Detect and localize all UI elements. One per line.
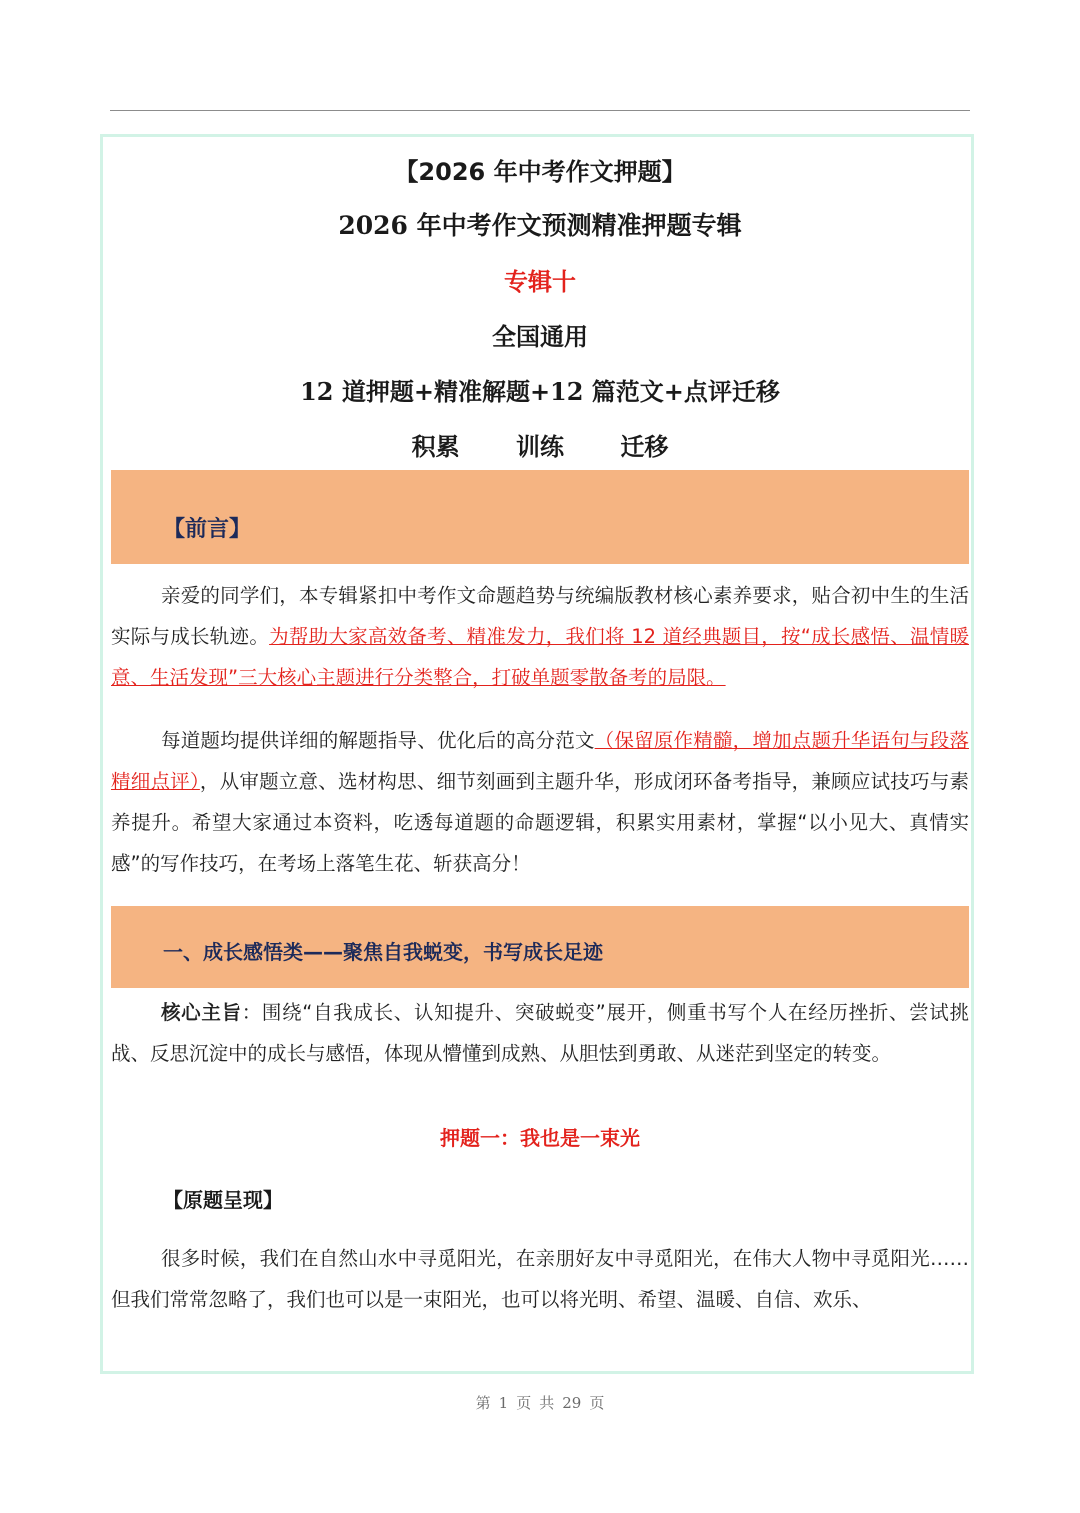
footer-label-b: 页 — [516, 1394, 532, 1412]
topic1-title: 押题一：我也是一束光 — [440, 1126, 640, 1150]
keyword-2: 训练 — [516, 433, 564, 461]
preface-para2-text-a: 每道题均提供详细的解题指导、优化后的高分范文 — [161, 729, 595, 752]
preface-para2-text-b: ，从审题立意、选材构思、细节刻画到主题升华，形成闭环备考指导，兼顾应试技巧与素养提升。希望大家通过本资料，吃透每道题的命题逻辑，积累实用素材，掌握“以小见大、真情实感”的写作技巧，在考场上落笔生花、斩获高分！ — [111, 770, 969, 875]
section1-core — [111, 992, 969, 1074]
title-series: 专辑十 — [504, 268, 576, 296]
footer-page-total: 29 — [562, 1394, 582, 1412]
footer-label-c: 共 — [539, 1394, 555, 1412]
preface-band — [111, 470, 969, 564]
preface-paragraph-1 — [111, 575, 969, 698]
title-scope: 全国通用 — [492, 323, 588, 351]
preface-para1-text: 亲爱的同学们，本专辑紧扣中考作文命题趋势与统编版教材核心素养要求，贴合初中生的生活实际与成长轨迹。 — [111, 584, 969, 648]
keyword-3: 迁移 — [620, 433, 669, 461]
keyword-1: 积累 — [411, 433, 460, 461]
core-text: ：围绕“自我成长、认知提升、突破蜕变”展开，侧重书写个人在经历挫折、尝试挑战、反思沉淀中的成长与感悟，体现从懵懂到成熟、从胆怯到勇敢、从迷茫到坚定的转变。 — [111, 1001, 969, 1065]
preface-heading: 【前言】 — [163, 517, 252, 542]
top-rule — [110, 110, 970, 111]
footer-page-current: 1 — [498, 1394, 509, 1412]
footer-label-d: 页 — [589, 1394, 605, 1412]
preface-para1-highlight: 为帮助大家高效备考、精准发力，我们将 12 道经典题目，按“成长感悟、温情暖意、生活发现”三大核心主题进行分类整合，打破单题零散备考的局限。 — [111, 625, 969, 689]
section1-band — [111, 906, 969, 988]
core-label: 核心主旨 — [161, 1001, 242, 1024]
topic1-subheading: 【原题呈现】 — [163, 1188, 283, 1212]
page-footer — [0, 1392, 1080, 1413]
topic1-text: 很多时候，我们在自然山水中寻觅阳光，在亲朋好友中寻觅阳光，在伟大人物中寻觅阳光……但我们常常忽略了，我们也可以是一束阳光，也可以将光明、希望、温暖、自信、欢乐、 — [111, 1247, 969, 1311]
preface-paragraph-2 — [111, 720, 969, 884]
section1-heading: 一、成长感悟类——聚焦自我蜕变，书写成长足迹 — [163, 940, 603, 964]
title-structure: 12 道押题+精准解题+12 篇范文+点评迁移 — [300, 377, 780, 406]
title-bracket: 【2026 年中考作文押题】 — [394, 158, 686, 186]
preface-para2-highlight: （保留原作精髓，增加点题升华语句与段落精细点评） — [111, 729, 969, 793]
title-main: 2026 年中考作文预测精准押题专辑 — [338, 211, 742, 240]
keywords-line — [111, 427, 969, 462]
footer-label-a: 第 — [475, 1394, 491, 1412]
